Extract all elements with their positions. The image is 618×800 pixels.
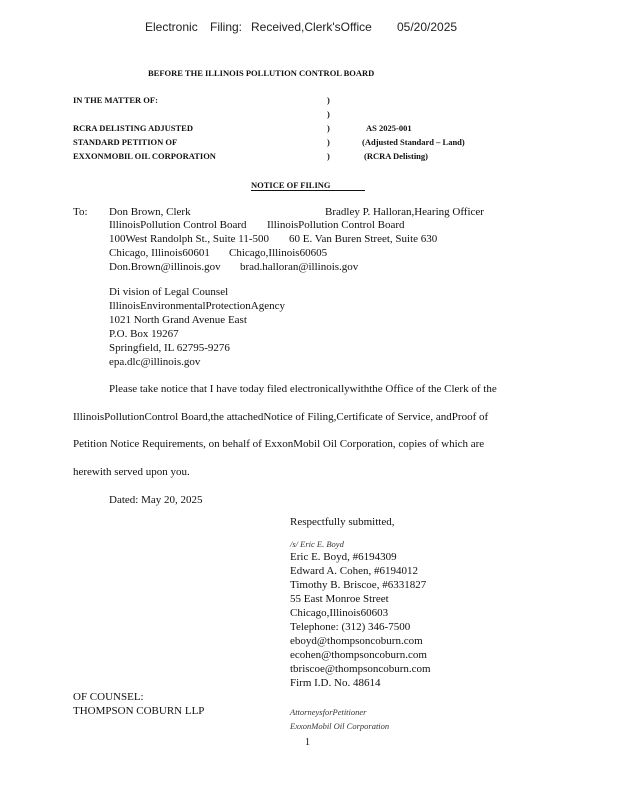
recipient-3-line-3: 1021 North Grand Avenue East xyxy=(109,314,247,326)
recipient-left-line-1: Don Brown, Clerk xyxy=(109,206,191,218)
signature-email-1[interactable]: eboyd@thompsoncoburn.com xyxy=(290,635,423,647)
signature-email-2[interactable]: ecohen@thompsoncoburn.com xyxy=(290,649,427,661)
signature-phone: Telephone: (312) 346-7500 xyxy=(290,621,411,633)
body-line-3: Petition Notice Requirements, on behalf of ExxonMobil Oil Corporation, copies of which are xyxy=(73,438,485,450)
caption-paren-1: ) xyxy=(327,95,330,105)
filing-header-date: 05/20/2025 xyxy=(397,20,458,34)
filing-header-label-2: Filing: xyxy=(210,20,243,34)
caption-line-3: EXXONMOBIL OIL CORPORATION xyxy=(73,151,216,161)
recipient-3-email[interactable]: epa.dlc@illinois.gov xyxy=(109,356,201,368)
caption-matter: IN THE MATTER OF: xyxy=(73,95,158,105)
recipient-left-line-3: 100West Randolph St., Suite 11-500 xyxy=(109,233,270,245)
recipient-left-line-4: Chicago, Illinois60601 xyxy=(109,247,210,259)
case-type: (Adjusted Standard – Land) xyxy=(362,137,465,147)
recipient-right-line-1: Bradley P. Halloran,Hearing Officer xyxy=(325,206,484,218)
recipient-3-line-1: Di vision of Legal Counsel xyxy=(109,286,229,298)
of-counsel-label: OF COUNSEL: xyxy=(73,691,144,703)
recipient-right-line-3: 60 E. Van Buren Street, Suite 630 xyxy=(289,233,438,245)
court-title: BEFORE THE ILLINOIS POLLUTION CONTROL BOARD xyxy=(148,68,375,78)
caption-line-2: STANDARD PETITION OF xyxy=(73,137,178,147)
body-line-4: herewith served upon you. xyxy=(73,466,190,478)
recipient-3-line-5: Springfield, IL 62795-9276 xyxy=(109,342,230,354)
attorneys-for: AttorneysforPetitioner xyxy=(290,707,367,717)
recipient-right-line-2: IllinoisPollution Control Board xyxy=(267,219,405,231)
page-number: 1 xyxy=(305,737,310,748)
signature-line-3: Timothy B. Briscoe, #6331827 xyxy=(290,579,427,591)
signature-line-1: Eric E. Boyd, #6194309 xyxy=(290,551,397,563)
client-name: ExxonMobil Oil Corporation xyxy=(290,721,390,731)
recipient-3-line-2: IllinoisEnvironmentalProtectionAgency xyxy=(109,300,285,312)
recipient-right-email[interactable]: brad.halloran@illinois.gov xyxy=(240,261,359,273)
body-line-1: Please take notice that I have today filed electronicallywiththe Office of the Clerk of the xyxy=(109,383,497,395)
filing-header-received: Received,Clerk'sOffice xyxy=(251,20,372,34)
signature-line-5: Chicago,Illinois60603 xyxy=(290,607,389,619)
filing-header-label-1: Electronic xyxy=(145,20,198,34)
recipient-right-line-4: Chicago,Illinois60605 xyxy=(229,247,328,259)
signature-line-4: 55 East Monroe Street xyxy=(290,593,389,605)
case-number: AS 2025-001 xyxy=(366,123,412,133)
recipient-left-email[interactable]: Don.Brown@illinois.gov xyxy=(109,261,221,273)
caption-line-1: RCRA DELISTING ADJUSTED xyxy=(73,123,193,133)
recipient-left-line-2: IllinoisPollution Control Board xyxy=(109,219,247,231)
body-line-2: IllinoisPollutionControl Board,the attachedNotice of Filing,Certificate of Service, andProof of xyxy=(73,411,489,423)
closing: Respectfully submitted, xyxy=(290,516,395,528)
signature-email-3[interactable]: tbriscoe@thompsoncoburn.com xyxy=(290,663,431,675)
dated-line: Dated: May 20, 2025 xyxy=(109,494,203,506)
case-subtype: (RCRA Delisting) xyxy=(364,151,428,161)
caption-paren-5: ) xyxy=(327,151,330,161)
caption-paren-2: ) xyxy=(327,109,330,119)
signature-line-2: Edward A. Cohen, #6194012 xyxy=(290,565,419,577)
to-label: To: xyxy=(73,206,88,218)
caption-paren-3: ) xyxy=(327,123,330,133)
firm-id: Firm I.D. No. 48614 xyxy=(290,677,381,689)
electronic-signature: /s/ Eric E. Boyd xyxy=(290,539,344,549)
of-counsel-firm: THOMPSON COBURN LLP xyxy=(73,705,205,717)
caption-paren-4: ) xyxy=(327,137,330,147)
notice-title: NOTICE OF FILING xyxy=(251,180,365,191)
recipient-3-line-4: P.O. Box 19267 xyxy=(109,328,179,340)
